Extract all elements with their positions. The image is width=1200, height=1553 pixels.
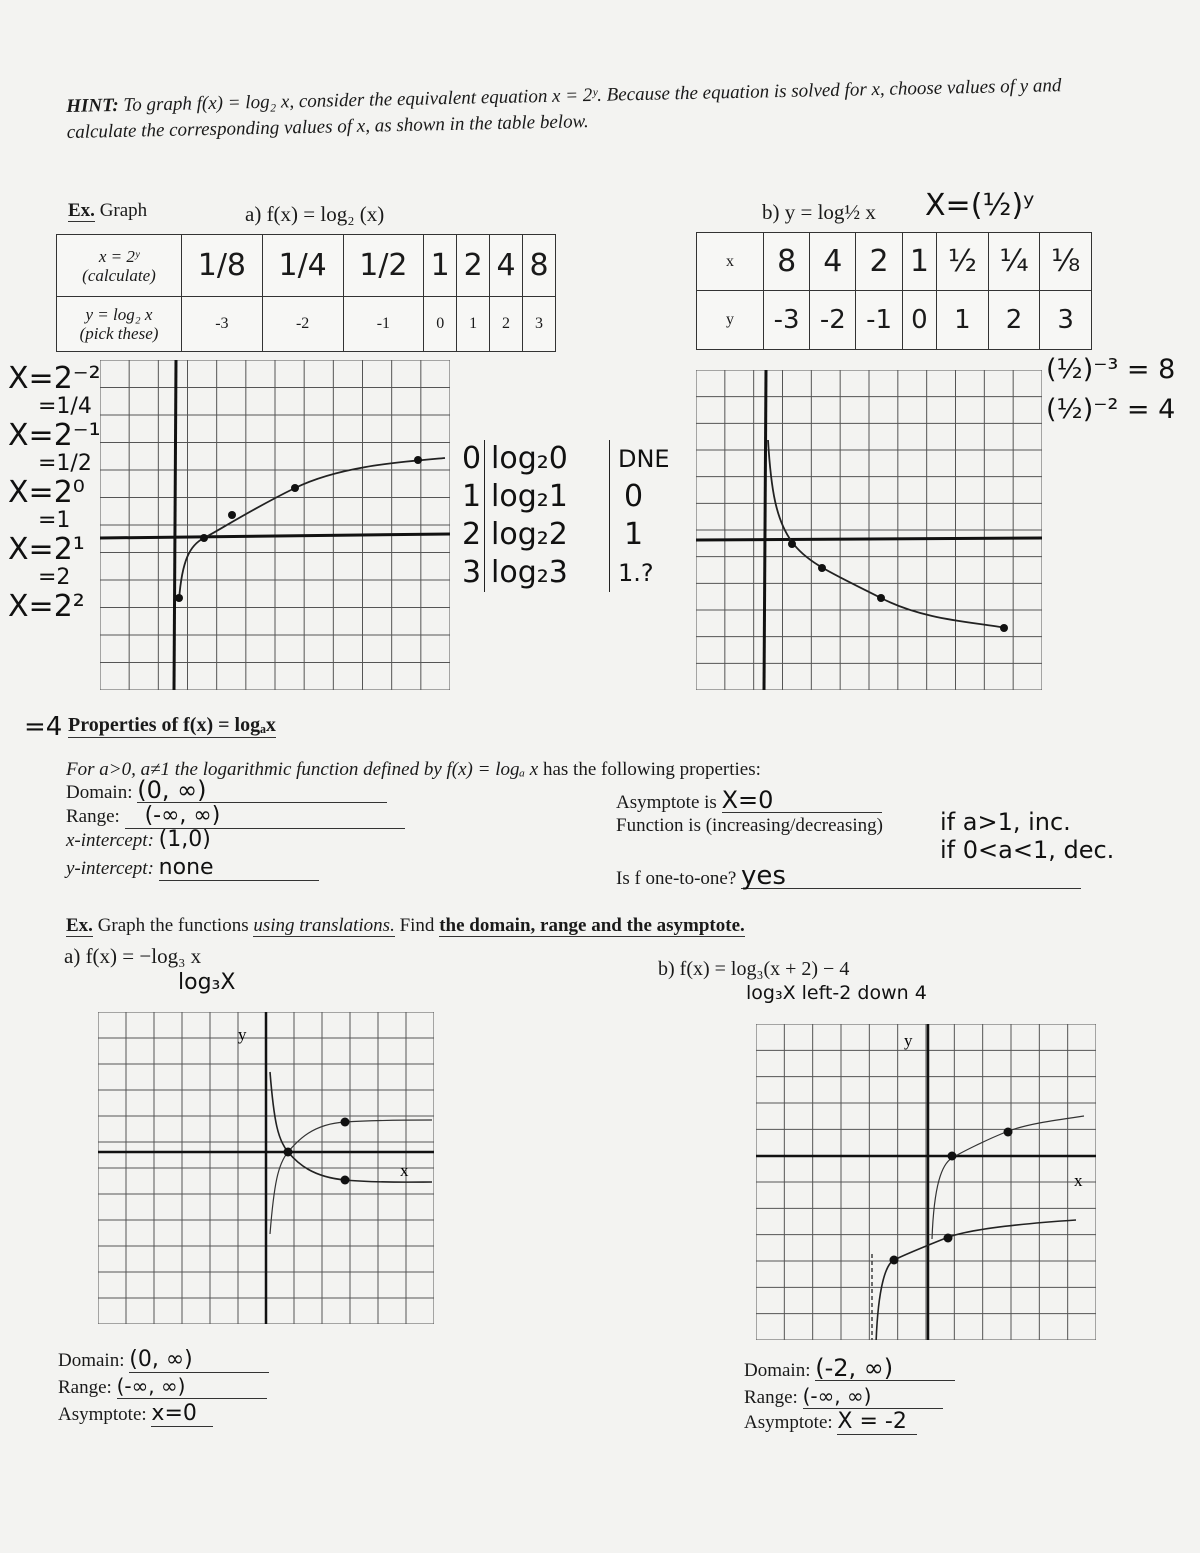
graph-log2-grid [100, 360, 450, 690]
properties-intro-fx: f(x) = logₐ x [446, 759, 539, 780]
ex1-part-b-note: X=(½)ʸ [925, 188, 1035, 223]
ex2-heading [66, 915, 745, 937]
table-a-row1-label-cell [57, 235, 182, 297]
log-table-cell: log₂0 [485, 440, 610, 478]
graph-neg-log3 [98, 1012, 434, 1324]
ex2-text-b: using translations. [253, 915, 395, 936]
table-a-x-cell: 8 [523, 235, 556, 297]
table-a-x-cell: 1/4 [262, 235, 343, 297]
hint-prefix: HINT: [66, 94, 119, 117]
graph-log2-y-axis [174, 360, 176, 690]
table-a-x-cell: 1/2 [343, 235, 424, 297]
right-notes [1046, 350, 1175, 430]
log-table-row [462, 516, 694, 554]
table-b-y-cell: -2 [810, 291, 856, 350]
value-table-b [696, 232, 1092, 350]
left-note: =1/2 [38, 451, 92, 476]
table-b-x-cell: 8 [764, 233, 810, 291]
prop-domain [66, 778, 387, 805]
graph-neg-log3-y-label: y [238, 1025, 247, 1044]
prop-function-values [940, 808, 1114, 864]
graph-log-half-point [818, 564, 826, 572]
right-note: (½)⁻² = 4 [1046, 394, 1176, 425]
graph-neg-log3-point [284, 1148, 293, 1157]
graph-log2-point [200, 534, 208, 542]
ex2-text-c: Find [399, 915, 435, 936]
log-table-cell: 1 [624, 517, 644, 552]
prop-one-to-one [616, 861, 1081, 891]
prop-asymptote-value: X=0 [722, 788, 882, 813]
table-b-x-cell: 4 [810, 233, 856, 291]
graph-log2-point [228, 511, 236, 519]
value-table-a [56, 234, 556, 352]
table-a-x-cell: 1/8 [182, 235, 263, 297]
prop-range-value: (-∞, ∞) [125, 804, 405, 829]
log-table [462, 440, 694, 592]
ex2a-domain-label: Domain: [58, 1350, 125, 1371]
prop-asymptote [616, 788, 882, 815]
table-b-x-cell: 1 [902, 233, 936, 291]
graph-log2 [100, 360, 450, 690]
table-a-x-cell: 4 [490, 235, 523, 297]
hint-text: To graph f(x) = log₂ x, consider the equivalent equation x = 2ʸ. Because the equation is solved for x, choose values of y and calculate the corresponding values of x, as shown in the table below. [66, 75, 1062, 143]
graph-log3-shift-point [1004, 1128, 1013, 1137]
properties-intro-a: For a>0, a≠1 the logarithmic function defined by [66, 759, 442, 780]
table-a-row2-label-cell [57, 297, 182, 352]
prop-yint-label: y-intercept: [66, 858, 154, 879]
log-table-row [462, 440, 694, 478]
ex2a-range [58, 1374, 267, 1400]
left-note: X=2⁰ [8, 475, 85, 510]
log-table-cell: log₂1 [485, 478, 610, 516]
ex2b-asymptote-value: X = -2 [837, 1410, 917, 1435]
graph-log2-curve [179, 458, 445, 600]
graph-log2-point [175, 594, 183, 602]
table-a-row1-sub: (calculate) [82, 265, 156, 285]
table-a-x-cell: 1 [424, 235, 457, 297]
ex1-part-a: a) f(x) = log₂ (x) [245, 202, 385, 226]
prop-xint-value: (1,0) [158, 827, 211, 852]
ex2b-range [744, 1384, 943, 1410]
graph-log-half-x-axis [696, 538, 1042, 540]
log-table-cell: 1 [462, 478, 485, 516]
ex2a-range-label: Range: [58, 1377, 112, 1398]
table-b-y-cell: -3 [764, 291, 810, 350]
ex1-part-b: b) y = log½ x [762, 200, 876, 224]
left-note: X=2⁻¹ [8, 418, 101, 453]
graph-log3-shift-point [948, 1152, 957, 1161]
graph-log-half-grid [696, 370, 1042, 690]
graph-log-half-point [788, 540, 796, 548]
table-a-y-cell: -3 [182, 297, 263, 352]
ex1-heading-rest: Graph [99, 200, 148, 221]
graph-log-half-point [1000, 624, 1008, 632]
graph-log3-shift-y-label: y [904, 1031, 913, 1050]
right-note: (½)⁻³ = 8 [1046, 354, 1176, 385]
table-a-y-cell: -2 [262, 297, 343, 352]
graph-neg-log3-point [341, 1176, 350, 1185]
ex2a-asymptote [58, 1402, 213, 1427]
ex2a-asymptote-label: Asymptote: [58, 1404, 147, 1425]
table-b-y-cell: -1 [856, 291, 902, 350]
prop-function-label: Function is (increasing/decreasing) [616, 815, 883, 836]
ex2-text-a: Graph the functions [97, 915, 249, 936]
ex2b-asymptote-label: Asymptote: [744, 1412, 833, 1433]
log-table-cell: 0 [624, 479, 644, 514]
log-table-cell: 0 [462, 440, 485, 478]
ex2a-domain [58, 1348, 269, 1373]
graph-log-half-curve [768, 440, 1006, 628]
table-b-x-cell: ¼ [988, 233, 1040, 291]
ex1-heading-label: Ex. [68, 200, 95, 221]
graph-log3-shift-grid [756, 1024, 1096, 1340]
prop-xint [66, 828, 211, 853]
prop-yint [66, 856, 319, 881]
ex2-text-d: the domain, range and the asymptote. [439, 915, 745, 936]
log-table-row [462, 554, 694, 592]
table-b-y-cell: 3 [1040, 291, 1092, 350]
table-b-y-cell: 2 [988, 291, 1040, 350]
table-b-y-cell: 0 [902, 291, 936, 350]
prop-function [616, 814, 883, 838]
graph-log2-point [291, 484, 299, 492]
ex2b-domain-label: Domain: [744, 1360, 811, 1381]
prop-domain-label: Domain: [66, 782, 133, 803]
graph-log3-shift-point [944, 1234, 953, 1243]
table-b-x-cell: ⅛ [1040, 233, 1092, 291]
prop-range-label: Range: [66, 806, 120, 827]
table-a-y-cell: 2 [490, 297, 523, 352]
ex1-heading [68, 200, 147, 222]
left-note: X=2¹ [8, 532, 85, 567]
graph-log3-shift-x-label: x [1074, 1171, 1083, 1190]
graph-log2-x-axis [100, 534, 450, 538]
graph-log3-shift-point [890, 1256, 899, 1265]
properties-title: Properties of f(x) = logₐx [68, 714, 276, 736]
graph-log-half-y-axis [764, 370, 766, 690]
table-b-y-cell: 1 [937, 291, 989, 350]
table-b-x-cell: 2 [856, 233, 902, 291]
ex2-part-b: b) f(x) = log₃(x + 2) − 4 [658, 958, 850, 980]
ex2b-range-label: Range: [744, 1387, 798, 1408]
table-a-row1-label: x = 2ʸ [98, 246, 140, 266]
prop-domain-value: (0, ∞) [137, 778, 387, 803]
left-note: =2 [38, 565, 71, 590]
log-table-cell: log₂3 [485, 554, 610, 592]
ex2b-asymptote [744, 1410, 917, 1435]
prop-function-value-2: if 0<a<1, dec. [940, 836, 1115, 864]
prop-one-to-one-value: yes [741, 864, 1081, 889]
left-note: =1/4 [38, 394, 92, 419]
graph-log-half-point [877, 594, 885, 602]
ex2-part-a: a) f(x) = −log₃ x [64, 944, 202, 968]
left-note: X=2⁻² [8, 361, 101, 396]
left-note: X=2² [8, 589, 85, 624]
ex2a-range-value: (-∞, ∞) [117, 1374, 267, 1399]
log-table-cell: log₂2 [485, 516, 610, 554]
ex2a-domain-value: (0, ∞) [129, 1348, 269, 1373]
table-a-x-cell: 2 [457, 235, 490, 297]
graph-neg-log3-x-label: x [400, 1161, 409, 1180]
log-table-cell: 1.? [618, 559, 654, 587]
table-b-x-cell: ½ [937, 233, 989, 291]
ex2b-domain [744, 1356, 955, 1383]
table-a-row2-label: y = log₂ x [85, 305, 153, 324]
left-note: =1 [38, 508, 71, 533]
log-table-cell: 2 [462, 516, 485, 554]
ex2-heading-label: Ex. [66, 915, 93, 936]
prop-asymptote-label: Asymptote is [616, 792, 717, 813]
log-table-row [462, 478, 694, 516]
graph-neg-log3-point [341, 1118, 350, 1127]
ex2b-range-value: (-∞, ∞) [803, 1384, 943, 1409]
table-a-y-cell: 1 [457, 297, 490, 352]
hint-paragraph [66, 72, 1127, 146]
table-a-y-cell: 0 [424, 297, 457, 352]
left-notes [8, 362, 101, 623]
prop-range [66, 804, 405, 829]
prop-one-to-one-label: Is f one-to-one? [616, 868, 737, 889]
graph-log3-shift [756, 1024, 1096, 1340]
log-table-cell: 3 [462, 554, 485, 592]
table-b-row2-label: y [697, 291, 764, 350]
ex2a-asymptote-value: x=0 [151, 1402, 213, 1427]
ex2b-domain-value: (-2, ∞) [815, 1356, 955, 1381]
table-a-row2-sub: (pick these) [79, 324, 159, 343]
table-b-row1-label: x [697, 233, 764, 291]
prop-xint-label: x-intercept: [66, 830, 154, 851]
ex2-part-a-note: log₃X [178, 970, 236, 995]
table-a-y-cell: -1 [343, 297, 424, 352]
properties-intro-b: has the following properties: [542, 759, 761, 780]
graph-log3-shift-curve [876, 1220, 1076, 1340]
table-a-y-cell: 3 [523, 297, 556, 352]
graph-log2-point [414, 456, 422, 464]
properties-marker: =4 [24, 712, 63, 742]
log-table-cell: DNE [618, 445, 670, 473]
graph-log-half [696, 370, 1042, 690]
prop-yint-value: none [159, 856, 319, 881]
ex2-part-b-note: log₃X left-2 down 4 [746, 982, 927, 1004]
prop-function-value-1: if a>1, inc. [940, 808, 1071, 836]
